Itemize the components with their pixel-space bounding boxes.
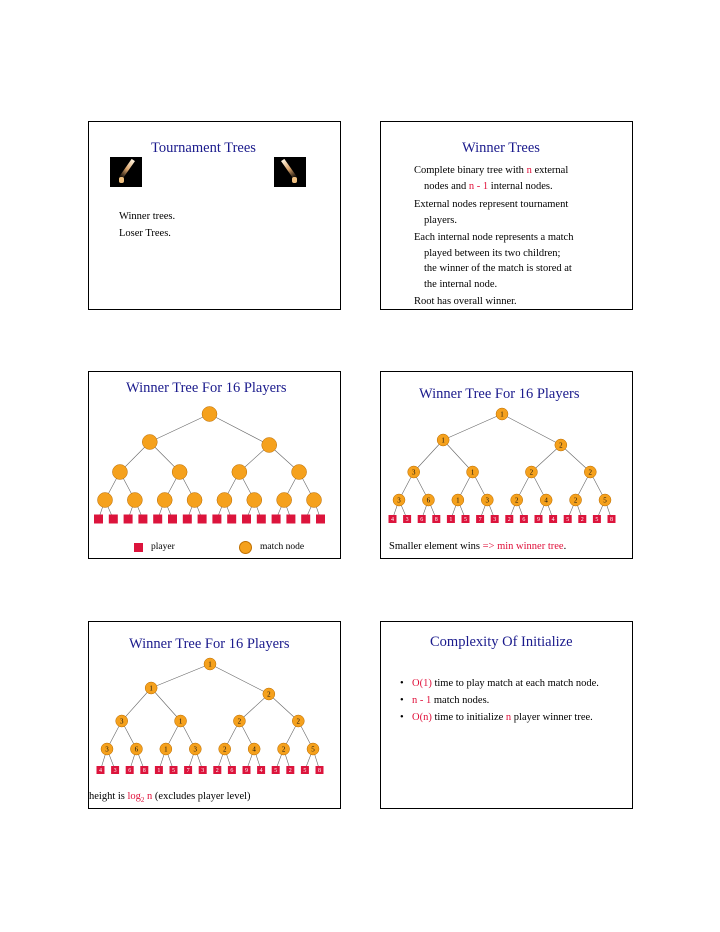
- player-legend-square: [134, 543, 143, 552]
- slide-4: [380, 371, 633, 559]
- match-node: [217, 493, 232, 508]
- player-node: [168, 515, 177, 524]
- slide-2-line: [414, 230, 629, 246]
- match-node: [98, 493, 113, 508]
- player-label: 2: [215, 768, 219, 775]
- player-node: [138, 515, 147, 524]
- player-label: 8: [610, 517, 613, 524]
- match-node-label: 6: [134, 745, 139, 754]
- slide-5: [88, 621, 341, 809]
- match-node-label: 5: [603, 496, 607, 505]
- player-label: 4: [259, 768, 263, 775]
- match-node-label: 2: [573, 496, 578, 505]
- match-node-label: 1: [441, 436, 445, 445]
- slide-2-line-text: external: [531, 165, 569, 176]
- player-label: 9: [537, 517, 540, 524]
- spotlight-image-right: [274, 157, 306, 187]
- match-node: [127, 493, 142, 508]
- slide-5-caption: [89, 789, 251, 809]
- slide-6-bullet: [400, 695, 489, 706]
- player-label: 6: [230, 768, 234, 775]
- player-node: [242, 515, 251, 524]
- match-node-label: 3: [397, 496, 401, 505]
- player-node: [212, 515, 221, 524]
- slide-2-line-text: the internal node.: [424, 278, 498, 290]
- match-node-label: 1: [149, 684, 153, 693]
- player-label: 1: [157, 768, 161, 775]
- match-node-label: 3: [105, 745, 109, 754]
- match-node-label: 6: [426, 496, 431, 505]
- slide-6-bullet-highlight: O(1): [412, 678, 432, 689]
- slide-2-line-text: players.: [424, 214, 457, 226]
- slide-2-line-text: External nodes represent tournament: [414, 199, 569, 210]
- slide-1: [88, 121, 341, 310]
- player-node: [227, 515, 236, 524]
- slide-2-line-highlight: n: [526, 165, 532, 176]
- caption-min-winner-tree: => min winner tree: [482, 541, 564, 552]
- match-node-label: 2: [514, 496, 519, 505]
- match-node: [307, 493, 322, 508]
- tree-edge: [151, 688, 180, 721]
- player-label: 7: [478, 517, 482, 524]
- caption-prefix: Smaller element wins: [389, 541, 483, 552]
- slide-2-line-text: Complete binary tree with: [414, 165, 527, 176]
- player-label: 2: [580, 517, 584, 524]
- caption-prefix: height is: [89, 791, 128, 802]
- match-node-label: 4: [252, 745, 256, 754]
- match-node: [187, 493, 202, 508]
- match-node-legend-circle: [239, 541, 252, 554]
- match-node-label: 2: [559, 441, 563, 450]
- player-label: 5: [274, 768, 278, 775]
- match-node-label: 5: [311, 745, 315, 754]
- slide-2-line: [414, 163, 629, 179]
- bullet-dot: •: [400, 678, 404, 689]
- player-label: 7: [186, 768, 190, 775]
- match-node-label: 2: [237, 717, 242, 726]
- player-node: [109, 515, 118, 524]
- tree-diagram-empty: [89, 372, 342, 560]
- bullet-dot: •: [400, 695, 404, 706]
- player-label: 2: [288, 768, 292, 775]
- slide-6-bullet-highlight: O(n): [412, 712, 432, 723]
- player-label: 6: [420, 517, 424, 524]
- slide-2-line-text: played between its two children;: [424, 247, 561, 259]
- player-label: 1: [449, 517, 453, 524]
- slide-2-line-text: nodes and: [424, 180, 469, 192]
- tree-edge: [210, 664, 269, 694]
- match-node: [292, 465, 307, 480]
- match-node-label: 1: [456, 496, 460, 505]
- player-node: [286, 515, 295, 524]
- match-node: [277, 493, 292, 508]
- player-label: 3: [201, 768, 205, 775]
- player-label: 5: [566, 517, 570, 524]
- slide-6-bullet: [400, 678, 599, 689]
- player-label: 8: [318, 768, 321, 775]
- player-label: 8: [142, 768, 146, 775]
- tree-edge: [443, 414, 502, 440]
- legend-match-node-label: match node: [260, 542, 305, 552]
- match-node-label: 2: [588, 468, 593, 477]
- match-node: [247, 493, 262, 508]
- slide-6-bullet-text: match nodes.: [431, 695, 490, 706]
- slide-6-bullet: [400, 712, 593, 723]
- match-node-label: 1: [500, 410, 504, 419]
- slide-2-line-highlight: n - 1: [468, 180, 489, 192]
- slide-2-line-text: Each internal node represents a match: [414, 232, 574, 243]
- slide-6-bullet-highlight: n - 1: [412, 695, 432, 706]
- tree-edge: [151, 664, 210, 688]
- player-node: [316, 515, 325, 524]
- slide-2-line-text: internal nodes.: [488, 180, 553, 192]
- slide-2-line: [414, 261, 629, 277]
- slide-2-line: [414, 179, 629, 195]
- caption-log-base: 2: [140, 796, 145, 805]
- player-label: 3: [113, 768, 117, 775]
- player-label: 9: [245, 768, 248, 775]
- slide-3: [88, 371, 341, 559]
- slide-6-title: Complexity Of Initialize: [430, 634, 573, 650]
- player-label: 3: [405, 517, 409, 524]
- bullet-dot: •: [400, 712, 404, 723]
- match-node-label: 1: [470, 468, 475, 477]
- match-node-label: 2: [529, 468, 534, 477]
- match-node-label: 3: [411, 468, 416, 477]
- slide-1-title: Tournament Trees: [151, 140, 256, 156]
- player-label: 4: [99, 768, 102, 775]
- match-node: [232, 465, 247, 480]
- match-node-label: 3: [119, 717, 124, 726]
- match-node-label: 2: [222, 745, 227, 754]
- tree-diagram-min-winner: [381, 372, 634, 560]
- match-node-label: 2: [296, 717, 301, 726]
- slide-3-title: Winner Tree For 16 Players: [126, 380, 287, 396]
- player-node: [124, 515, 133, 524]
- tree-edge: [443, 440, 472, 472]
- player-node: [183, 515, 192, 524]
- match-node: [202, 407, 217, 422]
- match-node-label: 2: [281, 745, 286, 754]
- player-node: [257, 515, 266, 524]
- spotlight-image-left: [110, 157, 142, 187]
- slide-5-title: Winner Tree For 16 Players: [129, 636, 290, 652]
- tree-edge: [414, 440, 443, 472]
- slide-2-line: [414, 213, 629, 229]
- tree-edge: [150, 414, 210, 442]
- match-node-label: 2: [267, 690, 271, 699]
- player-node: [301, 515, 310, 524]
- slide-2-line-text: the winner of the match is stored at: [424, 263, 572, 274]
- caption-n: n: [144, 791, 153, 802]
- match-node-label: 3: [485, 496, 490, 505]
- slide-2-line: [414, 246, 629, 262]
- match-node-label: 1: [178, 717, 183, 726]
- slide-1-item-winner-trees: Winner trees.: [119, 211, 176, 222]
- slide-6-bullet-text: time to initialize: [431, 712, 506, 723]
- player-label: 4: [551, 517, 555, 524]
- slide-2-title: Winner Trees: [462, 140, 540, 156]
- caption-suffix: .: [563, 541, 567, 552]
- player-node: [153, 515, 162, 524]
- slide-1-item-loser-trees: Loser Trees.: [119, 228, 171, 239]
- player-label: 5: [303, 768, 307, 775]
- player-label: 5: [595, 517, 599, 524]
- tree-edge: [122, 688, 151, 721]
- tree-edge: [502, 414, 561, 445]
- slide-2-body: [414, 163, 629, 310]
- player-label: 6: [522, 517, 526, 524]
- slide-4-caption: [389, 539, 566, 555]
- match-node: [262, 438, 277, 453]
- tree-diagram-height: [89, 622, 342, 810]
- player-label: 8: [434, 517, 438, 524]
- slide-6-bullet-text: player winner tree.: [511, 712, 593, 723]
- match-node-label: 1: [164, 745, 168, 754]
- match-node-label: 4: [544, 496, 548, 505]
- slide-6: [380, 621, 633, 809]
- player-label: 2: [507, 517, 511, 524]
- player-label: 6: [128, 768, 132, 775]
- player-label: 5: [172, 768, 175, 775]
- match-node-label: 3: [193, 745, 198, 754]
- match-node: [157, 493, 172, 508]
- player-node: [94, 515, 103, 524]
- slide-2-line-text: Root has overall winner.: [414, 296, 517, 307]
- slide-2-line: [414, 294, 629, 310]
- caption-log: log: [127, 791, 141, 802]
- slide-6-bullet-highlight: n: [505, 712, 512, 723]
- match-node: [112, 465, 127, 480]
- slide-4-title: Winner Tree For 16 Players: [419, 386, 580, 402]
- tree-edge: [210, 414, 270, 445]
- match-node: [142, 435, 157, 450]
- slide-6-bullet-text: time to play match at each match node.: [431, 678, 599, 689]
- slide-2-line: [414, 197, 629, 213]
- slide-2-line: [414, 277, 629, 293]
- player-label: 5: [464, 517, 467, 524]
- legend-player-label: player: [151, 542, 175, 552]
- match-node-label: 1: [208, 660, 212, 669]
- player-label: 3: [493, 517, 497, 524]
- player-node: [272, 515, 281, 524]
- match-node: [172, 465, 187, 480]
- player-label: 4: [391, 517, 394, 524]
- slide-2: [380, 121, 633, 310]
- caption-suffix: (excludes player level): [152, 791, 251, 802]
- player-node: [198, 515, 207, 524]
